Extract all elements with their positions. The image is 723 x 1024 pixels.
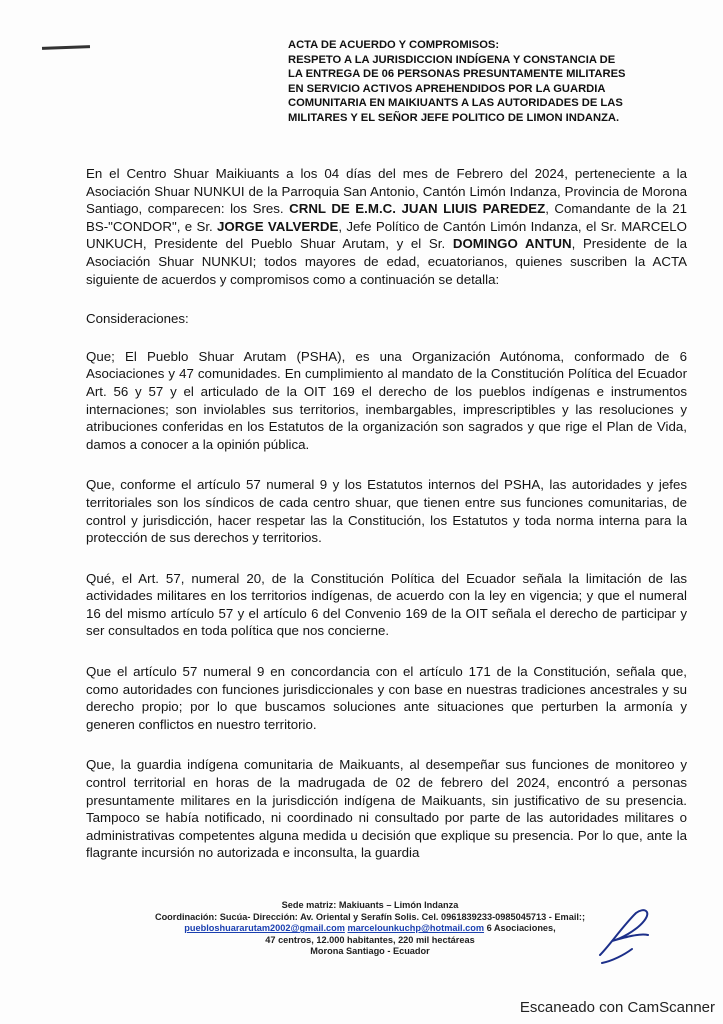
title-line: COMUNITARIA EN MAIKIUANTS A LAS AUTORIDADES DE LAS xyxy=(288,97,623,110)
title-line: MILITARES Y EL SEÑOR JEFE POLITICO DE LIMON INDANZA. xyxy=(288,111,620,124)
signatory-name: DOMINGO ANTUN xyxy=(452,236,572,252)
intro-text: , Comandante de la 21 BS-"CONDOR", e Sr. xyxy=(86,201,687,234)
title-line: LA ENTREGA DE 06 PERSONAS PRESUNTAMENTE MILITARES xyxy=(288,68,626,81)
considerations-heading: Consideraciones: xyxy=(86,311,189,327)
intro-text: En el Centro Shuar Maikiuants a los 04 días del mes de Febrero del 2024, perteneciente a la Asociación Shuar NUNKUI de la Parroquia San Antonio, Cantón Limón Indanza, Provincia de Morona Santiago, comparecen: los Sres. xyxy=(86,166,687,217)
document-body xyxy=(86,165,687,862)
footer-text: 6 Asociaciones, xyxy=(484,923,556,934)
intro-paragraph xyxy=(86,165,687,288)
document-title xyxy=(288,38,688,126)
consideration-paragraph: Que, la guardia indígena comunitaria de Maikuants, al desempeñar sus funciones de monitoreo y control territorial en horas de la madrugada de 02 de febrero del 2024, encontró a personas presuntamente militares en la jurisdicción indígena de Maikuants, sin justificativo de su presencia. Tampoco se había notificado, ni coordinado ni consultado por parte de las autoridades militares o administrativas competentes alguna medida u decisión que explique su presencia. Por lo que, ante la flagrante incursión no autorizada e inconsulta, la guardia xyxy=(86,757,687,861)
consideration-paragraph: Qué, el Art. 57, numeral 20, de la Constitución Política del Ecuador señala la limitación de las actividades militares en los territorios indígenas, de acuerdo con la ley en vigencia; y que el numeral 16 del mismo artículo 57 y el artículo 6 del Convenio 169 de la OIT señala el derecho de participar y ser consultados en toda política que nos concierne. xyxy=(86,570,687,639)
margin-dash-mark xyxy=(42,45,90,50)
intro-text: , Jefe Político de Cantón Limón Indanza, el Sr. MARCELO UNKUCH, Presidente del Pueblo Shuar Arutam, y el Sr. xyxy=(86,218,687,252)
signatory-name: CRNL DE E.M.C. JUAN LIUIS PAREDEZ xyxy=(289,201,546,217)
footer-line: 47 centros, 12.000 habitantes, 220 mil hectáreas xyxy=(265,934,475,945)
letterhead-footer xyxy=(130,900,610,958)
consideration-paragraph: Que el artículo 57 numeral 9 en concordancia con el artículo 171 de la Constitución, señala que, como autoridades con funciones jurisdiccionales y con base en nuestras tradiciones ancestrales y su derecho propio; por lo que buscamos soluciones ante situaciones que perturben la armonía y generen conflictos en nuestro territorio. xyxy=(86,664,687,732)
consideration-paragraph: Que; El Pueblo Shuar Arutam (PSHA), es una Organización Autónoma, conformado de 6 Asociaciones y 47 comunidades. En cumplimiento al mandato de la Constitución Política del Ecuador Art. 56 y 57 y el articulado de la OIT 169 el derecho de los pueblos indígenas e instrumentos internaciones; son inviolables sus territorios, inembargables, imprescriptibles y las resoluciones y atribuciones conferidas en los Estatutos de la organización son sagrados y que rige el Plan de Vida, damos a conocer a la opinión pública. xyxy=(86,348,687,452)
signatory-name: JORGE VALVERDE xyxy=(217,218,339,234)
scanner-watermark: Escaneado con CamScanner xyxy=(519,999,715,1016)
title-line: EN SERVICIO ACTIVOS APREHENDIDOS POR LA GUARDIA xyxy=(288,82,606,95)
email-link[interactable]: marcelounkuchp@hotmail.com xyxy=(347,923,485,934)
footer-line: Coordinación: Sucúa- Dirección: Av. Oriental y Serafín Solis. Cel. 0961839233-0985045713 - Email:; xyxy=(154,911,586,922)
title-line: RESPETO A LA JURISDICCION INDÍGENA Y CONSTANCIA DE xyxy=(288,53,616,66)
footer-line: Sede matriz: Makiuants – Limón Indanza xyxy=(281,900,459,910)
email-link[interactable]: puebloshuararutam2002@gmail.com xyxy=(184,923,345,934)
consideration-paragraph: Que, conforme el artículo 57 numeral 9 y los Estatutos internos del PSHA, las autoridades y jefes territoriales son los síndicos de cada centro shuar, que tienen entre sus funciones comunitarias, de control y jurisdicción, hacer respetar las la Constitución, los Estatutos y toda norma interna para la protección de sus derechos y territorios. xyxy=(86,477,687,546)
title-line: ACTA DE ACUERDO Y COMPROMISOS: xyxy=(288,39,500,51)
footer-line xyxy=(130,923,610,935)
handwritten-signature xyxy=(592,905,662,967)
footer-line: Morona Santiago - Ecuador xyxy=(310,946,430,957)
intro-text: , Presidente de la Asociación Shuar NUNKUI; todos mayores de edad, ecuatorianos, quienes suscriben la ACTA siguiente de acuerdos y compromisos como a continuación se detalla: xyxy=(86,236,687,287)
